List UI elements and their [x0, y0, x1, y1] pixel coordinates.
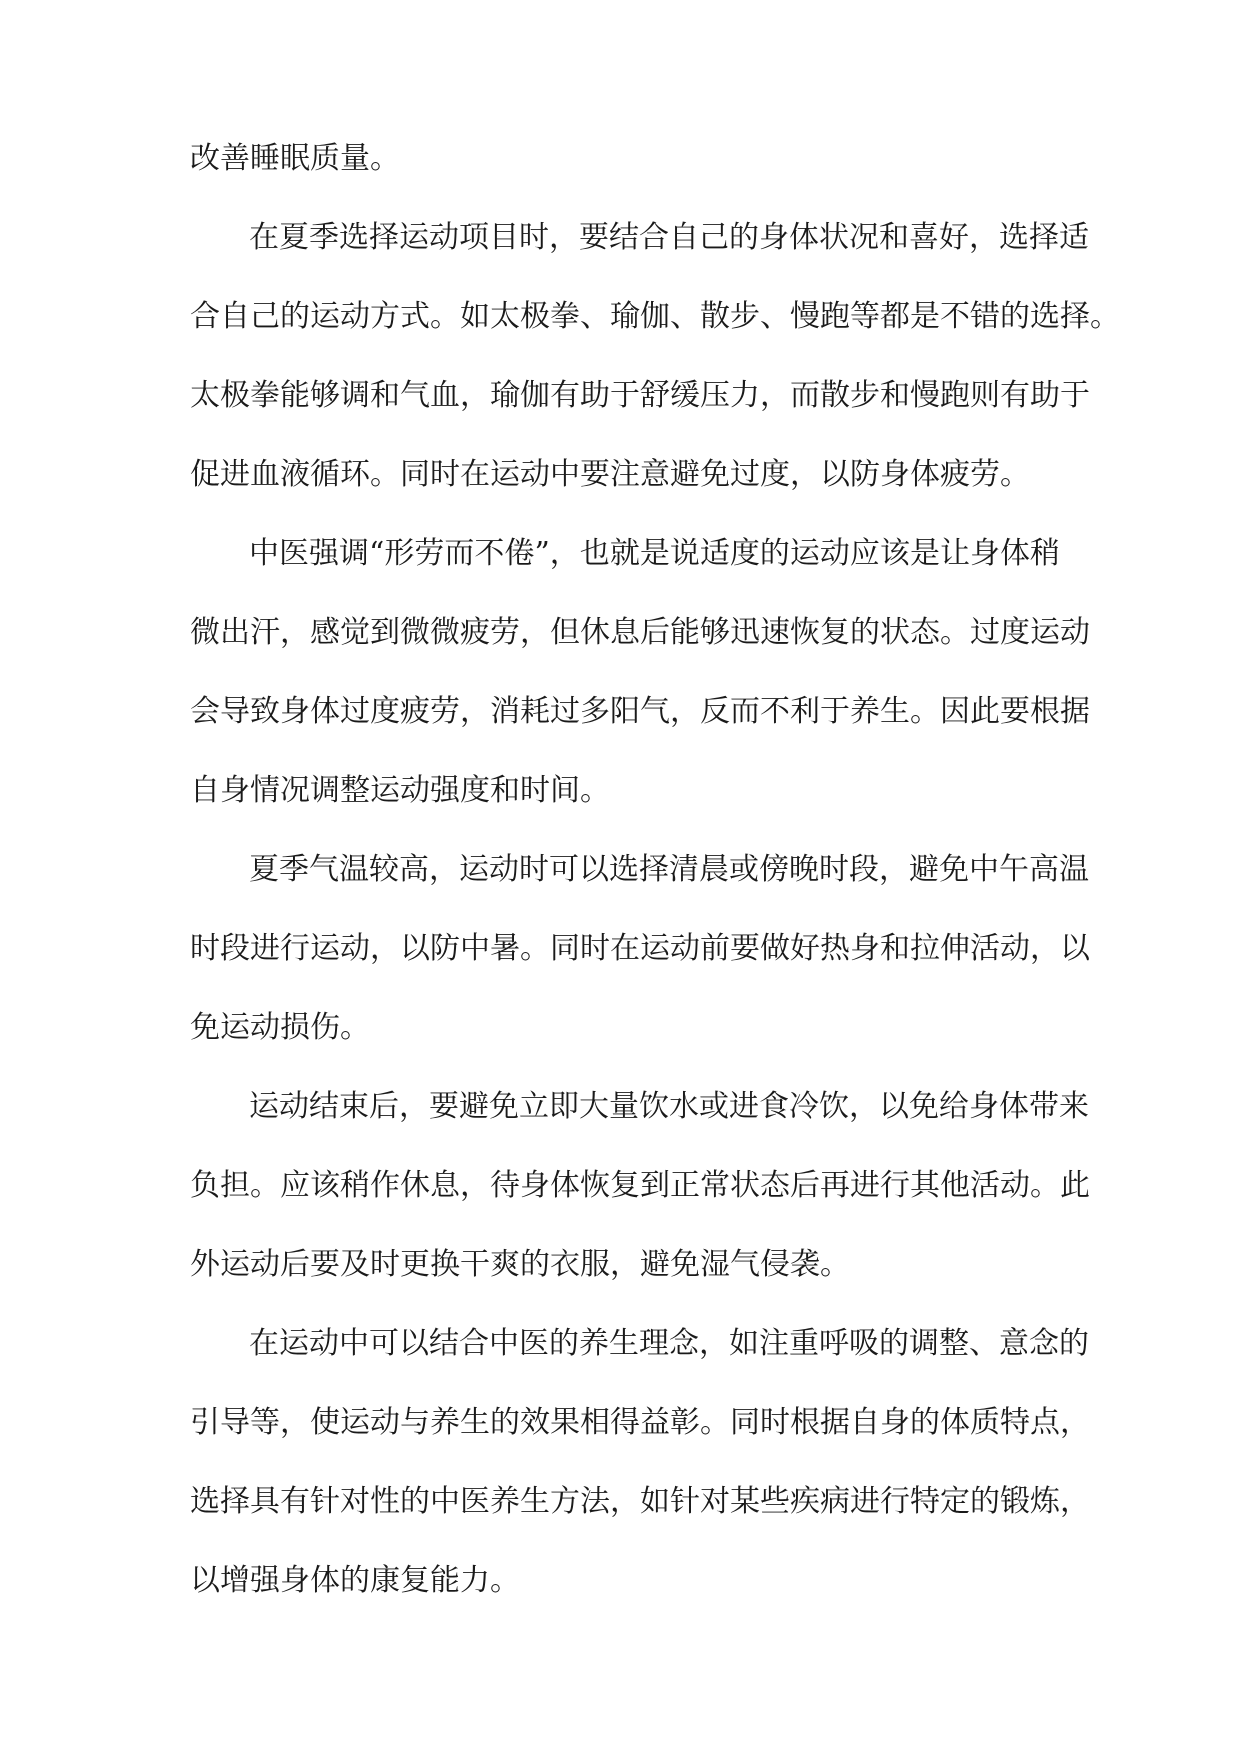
- paragraph-line: 合自己的运动方式。如太极拳、瑜伽、散步、慢跑等都是不错的选择。: [190, 299, 1120, 334]
- paragraph-line: 会导致身体过度疲劳，消耗过多阳气，反而不利于养生。因此要根据: [190, 694, 1090, 729]
- paragraph-line: 改善睡眠质量。: [190, 141, 400, 176]
- paragraph-line: 微出汗，感觉到微微疲劳，但休息后能够迅速恢复的状态。过度运动: [190, 615, 1090, 650]
- paragraph-line: 时段进行运动，以防中暑。同时在运动前要做好热身和拉伸活动，以: [190, 931, 1090, 966]
- paragraph-line: 免运动损伤。: [190, 1010, 370, 1045]
- paragraph-line: 运动结束后，要避免立即大量饮水或进食冷饮，以免给身体带来: [249, 1089, 1089, 1124]
- paragraph-line: 在运动中可以结合中医的养生理念，如注重呼吸的调整、意念的: [249, 1326, 1089, 1361]
- paragraph-line: 促进血液循环。同时在运动中要注意避免过度，以防身体疲劳。: [190, 457, 1030, 492]
- paragraph-line: 以增强身体的康复能力。: [190, 1563, 520, 1598]
- paragraph-line: 自身情况调整运动强度和时间。: [190, 773, 610, 808]
- paragraph-line: 太极拳能够调和气血，瑜伽有助于舒缓压力，而散步和慢跑则有助于: [190, 378, 1090, 413]
- paragraph-line: 引导等，使运动与养生的效果相得益彰。同时根据自身的体质特点，: [190, 1405, 1090, 1440]
- paragraph-line: 外运动后要及时更换干爽的衣服，避免湿气侵袭。: [190, 1247, 850, 1282]
- body-text: [190, 140, 1120, 1641]
- paragraph-line: 夏季气温较高，运动时可以选择清晨或傍晚时段，避免中午高温: [249, 852, 1089, 887]
- paragraph-line: 选择具有针对性的中医养生方法，如针对某些疾病进行特定的锻炼，: [190, 1484, 1090, 1519]
- paragraph-line: 在夏季选择运动项目时，要结合自己的身体状况和喜好，选择适: [249, 220, 1089, 255]
- paragraph-line: 中医强调“形劳而不倦”，也就是说适度的运动应该是让身体稍: [249, 536, 1060, 571]
- paragraph-line: 负担。应该稍作休息，待身体恢复到正常状态后再进行其他活动。此: [190, 1168, 1090, 1203]
